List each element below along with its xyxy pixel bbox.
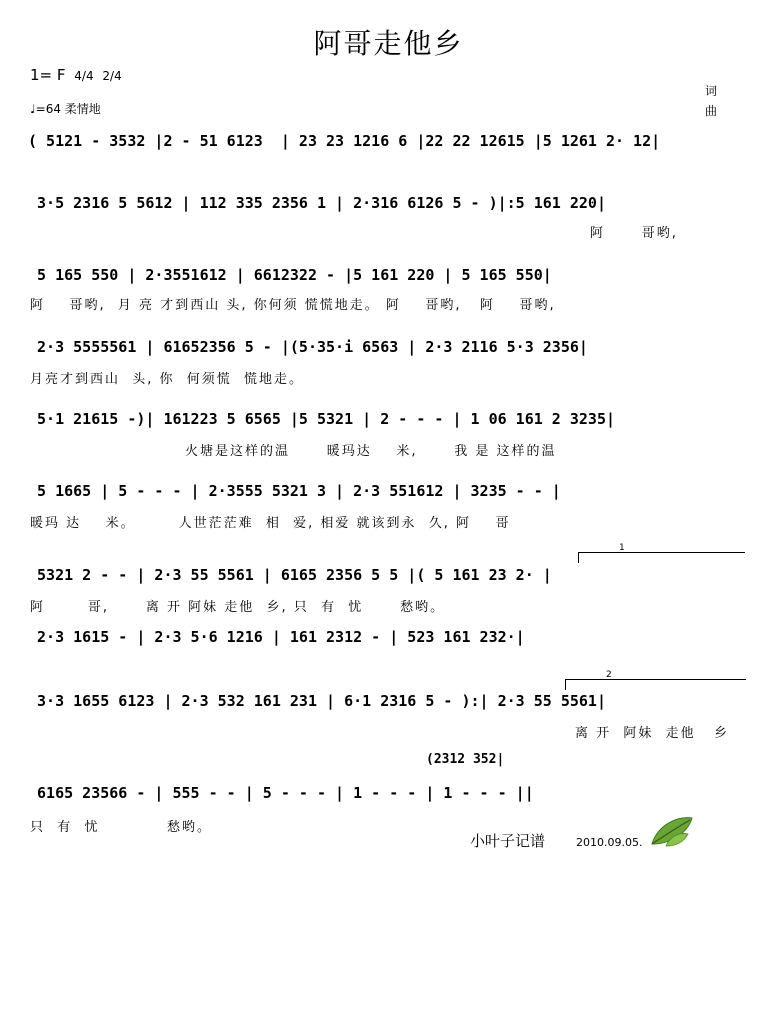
- volta-number: 2: [606, 670, 612, 680]
- staff-line-4: [28, 334, 750, 360]
- tempo-marking: ♩=64 柔情地: [30, 102, 101, 116]
- lyric-line-6: 阿 哥, 离 开 阿妹 走他 乡, 只 有 忧 愁哟。: [30, 600, 446, 615]
- leaf-icon: [648, 814, 696, 854]
- transcription-date: 2010.09.05.: [576, 836, 643, 849]
- key-signature: [30, 66, 122, 84]
- staff-notes: 5 165 550 | 2·3551612 | 6612322 - |5 161 220 | 5 165 550|: [28, 266, 552, 284]
- staff-notes: ( 5121 - 3532 |2 - 51 6123 | 23 23 1216 6 |22 22 12615 |5 1261 2· 12|: [28, 132, 661, 150]
- composer-credit: 曲: [705, 104, 718, 118]
- staff-line-7: [28, 562, 750, 588]
- lyric-line-5: 暖玛 达 米。 人世茫茫难 相 爱, 相爱 就该到永 久, 阿 哥: [30, 516, 511, 531]
- staff-notes: 3·5 2316 5 5612 | 112 335 2356 1 | 2·316 6126 5 - )|:5 161 220|: [28, 194, 606, 212]
- lyric-line-7: 离 开 阿妹 走他 乡: [575, 726, 730, 741]
- staff-line-2: [28, 190, 750, 216]
- lyric-line-2: 阿 哥哟, 月 亮 才到西山 头, 你何须 慌慌地走。 阿 哥哟, 阿 哥哟,: [30, 298, 556, 313]
- lyric-line-1: 阿 哥哟,: [590, 226, 678, 241]
- alternate-phrase: (2312 352|: [426, 752, 505, 767]
- staff-notes: 3·3 1655 6123 | 2·3 532 161 231 | 6·1 2316 5 - ):| 2·3 55 5561|: [28, 692, 606, 710]
- transcriber-signature: 小叶子记谱: [470, 832, 546, 850]
- staff-line-10: [28, 780, 750, 806]
- staff-notes: 5 1665 | 5 - - - | 2·3555 5321 3 | 2·3 551612 | 3235 - - |: [28, 482, 561, 500]
- lyric-line-3: 月亮才到西山 头, 你 何须慌 慌地走。: [30, 372, 305, 387]
- staff-line-1: [28, 128, 750, 154]
- lyric-line-4: 火塘是这样的温 暖玛达 米, 我 是 这样的温: [185, 444, 557, 459]
- staff-line-5: [28, 406, 750, 432]
- staff-notes: 6165 23566 - | 555 - - | 5 - - - | 1 - - - | 1 - - - ||: [28, 784, 534, 802]
- time-signature-2: 2/4: [102, 69, 122, 83]
- staff-line-6: [28, 478, 750, 504]
- staff-notes: 2·3 1615 - | 2·3 5·6 1216 | 161 2312 - | 523 161 232·|: [28, 628, 525, 646]
- lyric-line-8: 只 有 忧 愁哟。: [30, 820, 212, 835]
- staff-notes: 2·3 5555561 | 61652356 5 - |(5·35·i 6563 | 2·3 2116 5·3 2356|: [28, 338, 588, 356]
- staff-line-8: [28, 624, 750, 650]
- staff-line-9: [28, 688, 750, 714]
- time-signature-1: 4/4: [74, 69, 94, 83]
- staff-line-3: [28, 262, 750, 288]
- lyricist-credit: 词: [705, 84, 718, 98]
- key-label: 1= F: [30, 66, 66, 84]
- page-title: 阿哥走他乡: [313, 27, 464, 60]
- staff-notes: 5321 2 - - | 2·3 55 5561 | 6165 2356 5 5 |( 5 161 23 2· |: [28, 566, 552, 584]
- staff-notes: 5·1 21615 -)| 161223 5 6565 |5 5321 | 2 - - - | 1 06 161 2 3235|: [28, 410, 615, 428]
- volta-number: 1: [619, 543, 625, 553]
